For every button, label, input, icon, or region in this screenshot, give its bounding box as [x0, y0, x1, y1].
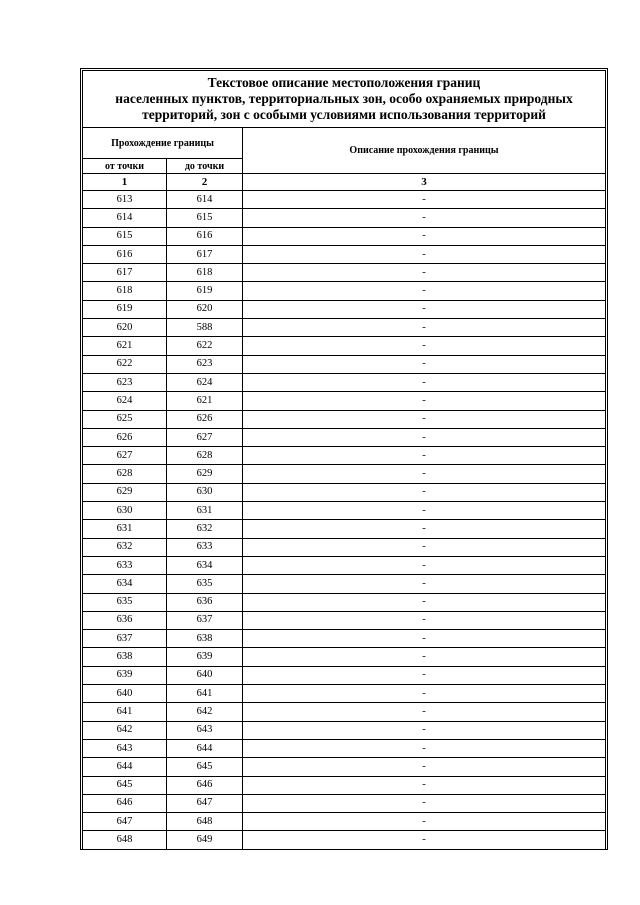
table-row	[83, 831, 606, 849]
cell-to-point: 588	[167, 319, 243, 337]
cell-from-point: 641	[83, 703, 167, 721]
table-row	[83, 373, 606, 391]
cell-to-point: 618	[167, 264, 243, 282]
cell-to-point: 642	[167, 703, 243, 721]
cell-from-point: 614	[83, 209, 167, 227]
cell-description: -	[243, 355, 606, 373]
table-row	[83, 630, 606, 648]
cell-to-point: 644	[167, 739, 243, 757]
cell-description: -	[243, 648, 606, 666]
table-row	[83, 319, 606, 337]
header-col-1: 1	[83, 174, 167, 191]
table-row	[83, 282, 606, 300]
cell-description: -	[243, 593, 606, 611]
cell-to-point: 636	[167, 593, 243, 611]
cell-from-point: 643	[83, 739, 167, 757]
cell-to-point: 638	[167, 630, 243, 648]
table-row	[83, 392, 606, 410]
cell-from-point: 642	[83, 721, 167, 739]
table-row	[83, 300, 606, 318]
cell-description: -	[243, 630, 606, 648]
cell-from-point: 619	[83, 300, 167, 318]
cell-to-point: 623	[167, 355, 243, 373]
cell-to-point: 640	[167, 666, 243, 684]
table-row	[83, 703, 606, 721]
table-row	[83, 337, 606, 355]
cell-from-point: 633	[83, 556, 167, 574]
cell-to-point: 634	[167, 556, 243, 574]
cell-to-point: 619	[167, 282, 243, 300]
cell-description: -	[243, 410, 606, 428]
cell-to-point: 624	[167, 373, 243, 391]
table-row	[83, 428, 606, 446]
cell-description: -	[243, 392, 606, 410]
cell-description: -	[243, 703, 606, 721]
table-row	[83, 355, 606, 373]
cell-from-point: 635	[83, 593, 167, 611]
cell-to-point: 621	[167, 392, 243, 410]
cell-description: -	[243, 483, 606, 501]
cell-from-point: 634	[83, 575, 167, 593]
cell-from-point: 632	[83, 538, 167, 556]
cell-description: -	[243, 465, 606, 483]
cell-description: -	[243, 611, 606, 629]
cell-from-point: 625	[83, 410, 167, 428]
cell-description: -	[243, 337, 606, 355]
table-row	[83, 813, 606, 831]
table-body	[83, 191, 606, 850]
cell-to-point: 630	[167, 483, 243, 501]
cell-from-point: 638	[83, 648, 167, 666]
table-row	[83, 410, 606, 428]
table-row	[83, 483, 606, 501]
cell-description: -	[243, 538, 606, 556]
table-row	[83, 465, 606, 483]
cell-description: -	[243, 758, 606, 776]
cell-from-point: 615	[83, 227, 167, 245]
cell-from-point: 627	[83, 447, 167, 465]
cell-from-point: 647	[83, 813, 167, 831]
table-row	[83, 447, 606, 465]
cell-from-point: 626	[83, 428, 167, 446]
cell-to-point: 635	[167, 575, 243, 593]
cell-description: -	[243, 520, 606, 538]
cell-to-point: 614	[167, 191, 243, 209]
cell-to-point: 649	[167, 831, 243, 849]
cell-from-point: 637	[83, 630, 167, 648]
cell-description: -	[243, 245, 606, 263]
cell-description: -	[243, 227, 606, 245]
cell-from-point: 624	[83, 392, 167, 410]
cell-description: -	[243, 685, 606, 703]
table-row	[83, 776, 606, 794]
cell-description: -	[243, 666, 606, 684]
boundary-table	[82, 70, 606, 850]
table-row	[83, 556, 606, 574]
table-row	[83, 502, 606, 520]
cell-from-point: 617	[83, 264, 167, 282]
cell-description: -	[243, 209, 606, 227]
table-row	[83, 758, 606, 776]
cell-from-point: 616	[83, 245, 167, 263]
cell-to-point: 628	[167, 447, 243, 465]
cell-description: -	[243, 556, 606, 574]
cell-to-point: 647	[167, 794, 243, 812]
cell-from-point: 613	[83, 191, 167, 209]
cell-from-point: 630	[83, 502, 167, 520]
title-line-1: Текстовое описание местоположения границ	[207, 75, 481, 90]
cell-description: -	[243, 282, 606, 300]
header-from-point: от точки	[83, 159, 167, 174]
cell-description: -	[243, 373, 606, 391]
cell-to-point: 629	[167, 465, 243, 483]
cell-from-point: 646	[83, 794, 167, 812]
cell-description: -	[243, 502, 606, 520]
table-row	[83, 209, 606, 227]
cell-from-point: 636	[83, 611, 167, 629]
cell-to-point: 632	[167, 520, 243, 538]
cell-description: -	[243, 721, 606, 739]
table-row	[83, 611, 606, 629]
cell-from-point: 639	[83, 666, 167, 684]
cell-to-point: 641	[167, 685, 243, 703]
cell-to-point: 616	[167, 227, 243, 245]
cell-description: -	[243, 776, 606, 794]
cell-to-point: 615	[167, 209, 243, 227]
cell-to-point: 631	[167, 502, 243, 520]
header-boundary-passage: Прохождение границы	[83, 128, 243, 159]
cell-to-point: 645	[167, 758, 243, 776]
table-row	[83, 721, 606, 739]
cell-from-point: 629	[83, 483, 167, 501]
cell-to-point: 648	[167, 813, 243, 831]
cell-from-point: 618	[83, 282, 167, 300]
title-line-3: территорий, зон с особыми условиями использования территорий	[142, 107, 546, 122]
table-row	[83, 794, 606, 812]
cell-description: -	[243, 319, 606, 337]
header-col-3: 3	[243, 174, 606, 191]
table-row	[83, 191, 606, 209]
cell-description: -	[243, 831, 606, 849]
cell-from-point: 645	[83, 776, 167, 794]
cell-to-point: 639	[167, 648, 243, 666]
document-frame	[80, 68, 608, 850]
header-to-point: до точки	[167, 159, 243, 174]
document-title	[83, 71, 606, 128]
cell-to-point: 633	[167, 538, 243, 556]
cell-from-point: 640	[83, 685, 167, 703]
cell-to-point: 622	[167, 337, 243, 355]
table-row	[83, 739, 606, 757]
cell-from-point: 623	[83, 373, 167, 391]
header-description: Описание прохождения границы	[243, 128, 606, 174]
table-row	[83, 264, 606, 282]
table-row	[83, 245, 606, 263]
cell-from-point: 631	[83, 520, 167, 538]
cell-to-point: 643	[167, 721, 243, 739]
cell-description: -	[243, 428, 606, 446]
cell-description: -	[243, 575, 606, 593]
cell-description: -	[243, 813, 606, 831]
table-row	[83, 520, 606, 538]
cell-from-point: 620	[83, 319, 167, 337]
cell-from-point: 644	[83, 758, 167, 776]
cell-from-point: 622	[83, 355, 167, 373]
table-row	[83, 538, 606, 556]
table-row	[83, 648, 606, 666]
cell-to-point: 627	[167, 428, 243, 446]
cell-to-point: 617	[167, 245, 243, 263]
cell-from-point: 628	[83, 465, 167, 483]
table-row	[83, 227, 606, 245]
cell-to-point: 626	[167, 410, 243, 428]
header-col-2: 2	[167, 174, 243, 191]
cell-to-point: 646	[167, 776, 243, 794]
cell-description: -	[243, 794, 606, 812]
table-row	[83, 685, 606, 703]
cell-to-point: 620	[167, 300, 243, 318]
cell-description: -	[243, 447, 606, 465]
cell-from-point: 621	[83, 337, 167, 355]
cell-description: -	[243, 264, 606, 282]
cell-to-point: 637	[167, 611, 243, 629]
table-row	[83, 593, 606, 611]
cell-description: -	[243, 739, 606, 757]
table-row	[83, 575, 606, 593]
cell-description: -	[243, 191, 606, 209]
cell-description: -	[243, 300, 606, 318]
table-row	[83, 666, 606, 684]
cell-from-point: 648	[83, 831, 167, 849]
title-line-2: населенных пунктов, территориальных зон, особо охраняемых природных	[115, 91, 573, 106]
